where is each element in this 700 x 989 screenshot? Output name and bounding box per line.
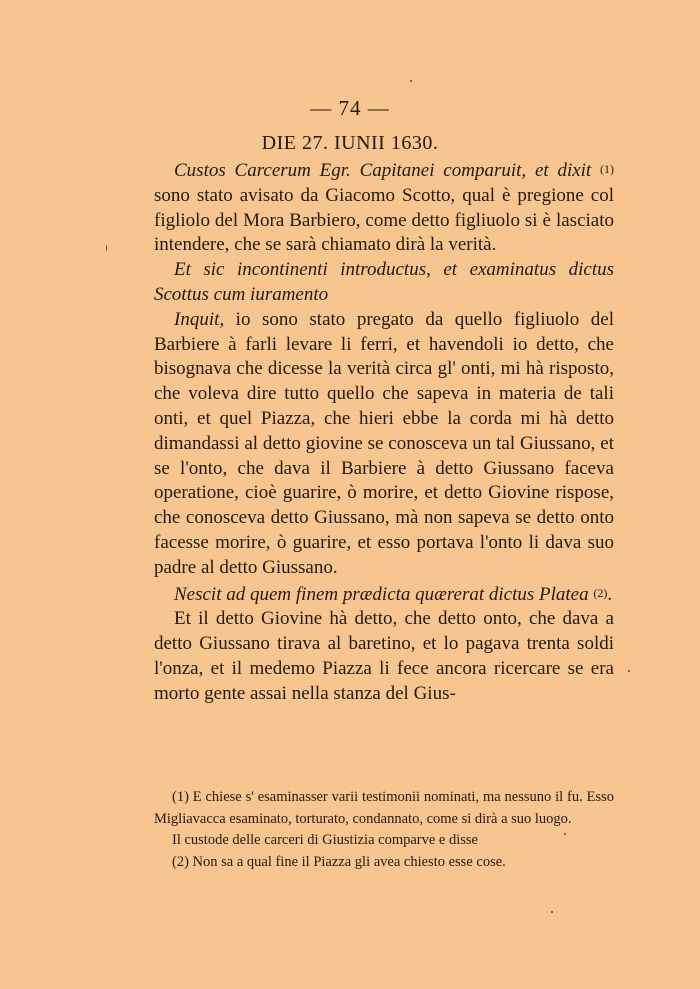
paper-speck	[410, 80, 412, 82]
paragraph-4	[154, 581, 614, 608]
paragraph-text: sono stato avisato da Giacomo Scotto, qual è pregione col figliolo del Mora Barbiero, come detto figliuolo si è lasciato intendere, che se sarà chiamato dirà la verità.	[154, 184, 614, 256]
paragraph-5: Et il detto Giovine hà detto, che detto onto, che dava a detto Giussano tirava al baretino, et lo pagava trenta soldi l'onza, et il medemo Piazza li fece ancora ricercare se era morto gente assai nella stanza del Gius-	[154, 608, 614, 704]
paragraph-3	[154, 308, 614, 581]
footnotes	[154, 787, 614, 873]
footnote-1-translation: Il custode delle carceri di Giustizia comparve e disse	[172, 832, 478, 848]
date-heading: DIE 27. IUNII 1630.	[261, 132, 439, 154]
paragraph-2: Et sic incontinenti introductus, et examinatus dictus Scottus cum iuramento	[154, 259, 614, 305]
footnote-2: (2) Non sa a qual fine il Piazza gli avea chiesto esse cose.	[172, 853, 506, 870]
paragraph-1	[154, 157, 614, 258]
latin-phrase: Custos Carcerum Egr. Capitanei comparuit, et dixit	[174, 160, 592, 181]
main-text	[154, 157, 614, 707]
latin-phrase: Inquit,	[174, 308, 225, 330]
footnote-1: (1) E chiese s' esaminasser varii testimonii nominati, ma nessuno il fu. Esso Migliavacca esaminato, torturato, condannato, come si dirà a suo luogo.	[154, 789, 614, 827]
footnote-ref-2: (2)	[593, 585, 608, 600]
footnote-ref-1: (1)	[600, 162, 615, 176]
paragraph-text: io sono stato pregato da quello figliuolo del Barbiere à farli levare li ferri, et havendoli io detto, che bisognava che dicesse la verità circa gl' onti, mi hà risposto, che voleva dire tutto quello che sapeva in materia de tali onti, et quel Piazza, che hieri ebbe la corda mi hà detto dimandassi al detto giovine se conosceva un tal Giussano, et se l'onto, che dava il Barbiere à detto Giussano faceva operatione, cioè guarire, ò morire, et detto Giovine rispose, che conosceva detto Giussano, mà non sapeva se detto onto facesse morire, ò guarire, et esso portava l'onto li dava suo padre al detto Giussano.	[154, 308, 614, 578]
page-number-header: — 74 —	[310, 96, 390, 120]
paper-speck	[551, 911, 553, 913]
paper-speck	[106, 245, 107, 251]
paragraph-end: .	[607, 583, 613, 605]
paper-speck	[564, 833, 566, 835]
latin-phrase: Nescit ad quem finem prædicta quærerat dictus Platea	[174, 583, 589, 605]
paper-speck	[628, 670, 630, 672]
